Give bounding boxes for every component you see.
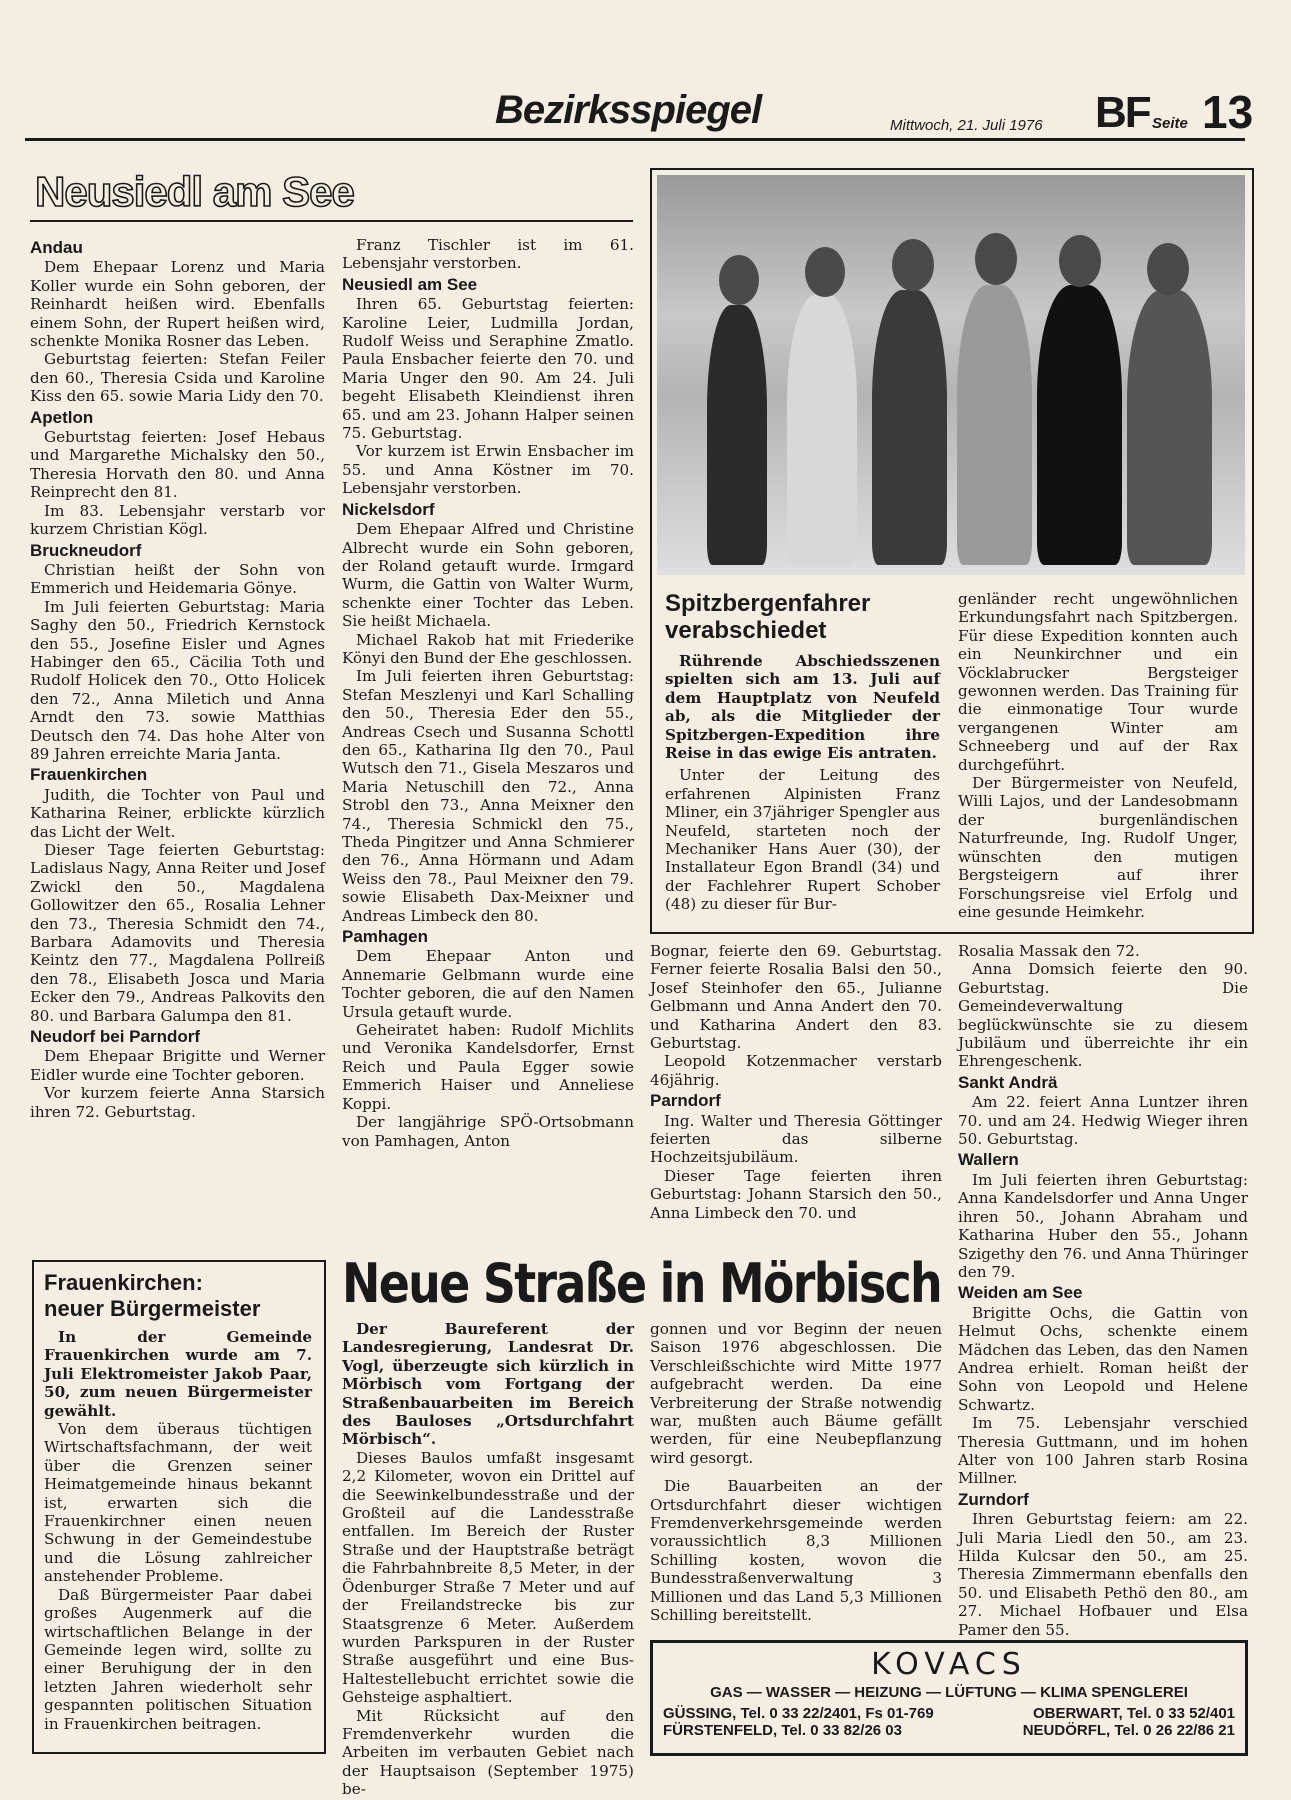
ad-guessing: GÜSSING, Tel. 0 33 22/2401, Fs 01-769 (663, 1705, 934, 1722)
paragraph: Rosalia Massak den 72. (958, 942, 1140, 960)
paragraph: Der langjährige SPÖ-Ortsobmann von Pamhagen, Anton (342, 1113, 634, 1150)
page-number: 13 (1202, 86, 1254, 138)
heading-weiden: Weiden am See (958, 1283, 1083, 1303)
heading-zurndorf: Zurndorf (958, 1489, 1029, 1509)
heading-parndorf: Parndorf (650, 1091, 721, 1111)
region-kicker: Neusiedl am See (35, 168, 354, 215)
sidebar-body (44, 1328, 312, 1733)
feature-headline: Spitzbergenfahrer verabschiedet (665, 590, 871, 644)
feature-col-b (958, 590, 1238, 921)
moerbisch-lead: Der Baureferent der Landesregierung, Landesrat Dr. Vogl, überzeugte sich kürzlich in Mörbisch vom Fortgang der Straßenbauarbeiten im Bereich des Bauloses „Ortsdurchfahrt Mörbisch“. (342, 1320, 634, 1449)
expedition-photo (657, 175, 1245, 575)
sidebar (44, 1270, 312, 1733)
heading-neudorf: Neudorf bei Parndorf (30, 1027, 201, 1047)
paragraph: Dieser Tage feierten ihren Geburtstag: Johann Starsich den 50., Anna Limbeck den 70. und (650, 1166, 942, 1222)
section-title: Bezirksspiegel (495, 88, 762, 132)
kovacs-ad (650, 1640, 1248, 1756)
paragraph: Bognar, feierte den 69. Geburtstag. Ferner feierte Rosalia Balsi den 50., Josef Steinhofer den 65., Julianne Gelbmann und Anna Andert den 70. und Katharina Andert den 83. Geburtstag. (650, 942, 942, 1053)
ad-company-name: KOVACS (871, 1647, 1027, 1682)
paragraph: Dem Ehepaar Anton und Annemarie Gelbmann wurde eine Tochter geboren, die auf den Namen Ursula getauft wurde. (342, 947, 634, 1021)
ad-trades: GAS — WASSER — HEIZUNG — LÜFTUNG — KLIMA SPENGLEREI (710, 1684, 1188, 1701)
column-4 (958, 942, 1248, 1639)
paragraph: Ihren 65. Geburtstag feierten: Karoline Leier, Ludmilla Jordan, Rudolf Weiss und Seraphine Zmatlo. Paula Ensbacher feierte den 70. und Maria Unger den 90. Am 24. Juli begeht Elisabeth Kleindienst ihren 65. und am 23. Johann Halper seinen 75. Geburtstag. (342, 295, 634, 443)
paragraph: Im Juli feierten Geburtstag: Maria Saghy den 50., Friedrich Kernstock den 55., Josefine Eisler und Agnes Habinger den 65., Cäcilia Toth und Rudolf Holicek den 70., Otto Holicek den 72., Anna Miletich und Anna Arndt den 73. sowie Matthias Deutsch den 74. Das hohe Alter von 89 Jahren erreichte Maria Janta. (30, 597, 325, 763)
paragraph: Leopold Kotzenmacher verstarb 46jährig. (650, 1052, 942, 1089)
column-3 (650, 942, 942, 1222)
heading-pamhagen: Pamhagen (342, 927, 428, 947)
paragraph: Franz Tischler ist im 61. Lebensjahr verstorben. (342, 236, 634, 273)
ad-neudoerfl: NEUDÖRFL, Tel. 0 26 22/86 21 (1022, 1722, 1235, 1739)
paragraph: Der Bürgermeister von Neufeld, Willi Lajos, und der Landesobmann der burgenländischen Naturfreunde, Ing. Rudolf Unger, wünschten den mutigen Bergsteigern auf ihrer Forschungsreise viel Erfolg und eine gesunde Heimkehr. (958, 774, 1238, 921)
paragraph: Mit Rücksicht auf den Fremdenverkehr wurden die Arbeiten im verbauten Gebiet nach der Hauptsaison (September 1975) be- (342, 1706, 634, 1799)
paragraph: Dieser Tage feierten Geburtstag: Ladislaus Nagy, Anna Reiter und Josef Zwickl den 50., Magdalena Gollowitzer den 65., Rosalia Lehner den 73., Theresia Schmidt den 74., Barbara Adamovits und Theresia Keintz den 77., Magdalena Pollreiß den 78., Elisabeth Josca und Maria Ecker den 79., Andreas Palkovits den 80. und Barbara Galumpa den 81. (30, 841, 325, 1025)
paragraph: Ihren Geburtstag feiern: am 22. Juli Maria Liedl den 50., am 23. Hilda Kulcsar den 50., am 25. Theresia Zimmermann ebenfalls den 50. und Elisabeth Pethö den 80., am 27. Michael Hofbauer und Elsa Pamer den 55. (958, 1510, 1248, 1639)
paragraph: Geheiratet haben: Rudolf Michlits und Veronika Kandelsdorfer, Ernst Reich und Paula Egger sowie Emmerich Haiser und Anneliese Koppi. (342, 1021, 634, 1113)
moerbisch-col-b (650, 1320, 942, 1625)
paragraph: Im 83. Lebensjahr verstarb vor kurzem Christian Kögl. (30, 501, 325, 539)
brand-logo: BF (1095, 88, 1150, 137)
moerbisch-col-a (342, 1320, 634, 1799)
column-2 (342, 236, 634, 1150)
paragraph: Geburtstag feierten: Stefan Feiler den 60., Theresia Csida und Karoline Kiss den 65. sowie Maria Lidy den 70. (30, 350, 325, 406)
sidebar-lead: In der Gemeinde Frauenkirchen wurde am 7. Juli Elektromeister Jakob Paar, 50, zum neuen Bürgermeister gewählt. (44, 1328, 312, 1420)
paragraph: gonnen und vor Beginn der neuen Saison 1976 abgeschlossen. Die Verschleißschichte wird Mitte 1977 aufgebracht werden. Da eine Verbreiterung der Straße notwendig war, mußten auch Bäume gefällt werden, für eine Neubepflanzung wird gesorgt. (650, 1320, 942, 1467)
heading-frauenkirchen: Frauenkirchen (30, 765, 148, 785)
paragraph: Dem Ehepaar Alfred und Christine Albrecht wurde ein Sohn geboren, der Roland getauft wurde. Irmgard Wurm, die Gattin von Walter Wurm, schenkte einer Tochter das Leben. Sie heißt Michaela. (342, 520, 634, 631)
heading-andau: Andau (30, 238, 83, 257)
heading-neusiedl: Neusiedl am See (342, 274, 478, 294)
paragraph: Dem Ehepaar Brigitte und Werner Eidler wurde eine Tochter geboren. (30, 1047, 325, 1084)
paragraph: Michael Rakob hat mit Friederike Könyi den Bund der Ehe geschlossen. (342, 630, 634, 667)
heading-wallern: Wallern (958, 1150, 1019, 1170)
paragraph: Vor kurzem ist Erwin Ensbacher im 55. und Anna Köstner im 70. Lebensjahr verstorben. (342, 442, 634, 498)
feature-lead: Rührende Abschiedsszenen spielten sich am 13. Juli auf dem Hauptplatz von Neufeld ab, als die Mitglieder der Spitzbergen-Expedition ihre Reise in das ewige Eis antraten. (665, 652, 940, 763)
paragraph: Christian heißt der Sohn von Emmerich und Heidemaria Gönye. (30, 560, 325, 598)
ad-row-1 (653, 1701, 1245, 1722)
paragraph: Dem Ehepaar Lorenz und Maria Koller wurde ein Sohn geboren, der Reinhardt heißen wird. Ebenfalls einem Sohn, der Rupert heißen wird, schenkte Monika Rosner das Leben. (30, 258, 325, 351)
issue-date: Mittwoch, 21. Juli 1976 (890, 117, 1043, 134)
paragraph: genländer recht ungewöhnlichen Erkundungsfahrt nach Spitzbergen. Für diese Expedition konnten auch ein Neunkirchner und ein Vöcklabrucker Bergsteiger gewonnen werden. Das Training für die einmonatige Tour wurde vergangenen Winter am Schneeberg und auf der Rax durchgeführt. (958, 590, 1238, 774)
paragraph: Daß Bürgermeister Paar dabei großes Augenmerk auf die wirtschaftlichen Belange in der Gemeinde legen wird, sollte zu einer Beruhigung der in den letzten Jahren wiederholt sehr gespannten politischen Situation in Frauenkirchen beitragen. (44, 1585, 312, 1733)
page-label: Seite (1152, 115, 1188, 132)
heading-bruckneudorf: Bruckneudorf (30, 540, 142, 560)
ad-row-2 (653, 1722, 1245, 1739)
header-rule (25, 138, 1245, 141)
paragraph: Im Juli feierten ihren Geburtstag: Stefan Meszlenyi und Karl Schalling den 50., Theresia Eder den 55., Andreas Csech und Susanna Schottl den 65., Katharina Ilg den 70., Paul Wutsch den 71., Gisela Meszaros und Maria Netuschill den 72., Anna Strobl den 73., Anna Meixner den 74., Theresia Schmickl den 75., Theda Pingitzer und Anna Schmierer den 76., Anna Hörmann und Adam Weiss den 78., Paul Meixner den 79. sowie Elisabeth Dax-Meixner und Andreas Limbeck den 80. (342, 667, 634, 925)
column-1 (30, 236, 325, 1121)
paragraph: Brigitte Ochs, die Gattin von Helmut Ochs, schenkte einem Mädchen das Leben, das den Namen Andrea erhielt. Roman heißt der Sohn von Leopold und Helene Schwartz. (958, 1303, 1248, 1414)
paragraph: Vor kurzem feierte Anna Starsich ihren 72. Geburtstag. (30, 1084, 325, 1121)
paragraph: Judith, die Tochter von Paul und Katharina Reiner, erblickte kürzlich das Licht der Welt. (30, 785, 325, 841)
feature-col-a (665, 652, 940, 914)
kicker-rule (30, 220, 633, 222)
sidebar-title-1: Frauenkirchen: (44, 1270, 203, 1295)
ad-fuerstenfeld: FÜRSTENFELD, Tel. 0 33 82/26 03 (663, 1722, 902, 1739)
paragraph: Dieses Baulos umfaßt insgesamt 2,2 Kilometer, wovon ein Drittel auf die Seewinkelbundesstraße und der Großteil auf die Landesstraße entfallen. Im Bereich der Ruster Straße und der Hauptstraße beträgt die Fahrbahnbreite 8,5 Meter, in der Ödenburger Straße 7 Meter und auf der Freilandstrecke bis zur Staatsgrenze 6 Meter. Außerdem wurden Parkspuren in der Ruster Straße ausgeführt und eine Bus-Haltestellebucht errichtet sowie die Gehsteige asphaltiert. (342, 1448, 634, 1707)
paragraph: Die Bauarbeiten an der Ortsdurchfahrt dieser wichtigen Fremdenverkehrsgemeinde werden voraussichtlich 8,3 Millionen Schilling kosten, wovon die Bundesstraßenverwaltung 3 Millionen und das Land 5,3 Millionen Schilling bereitstellt. (650, 1477, 942, 1625)
paragraph: Geburtstag feierten: Josef Hebaus und Margarethe Michalsky den 50., Theresia Horvath den 80. und Anna Reinprecht den 81. (30, 428, 325, 502)
paragraph: Anna Domsich feierte den 90. Geburtstag. Die Gemeindeverwaltung beglückwünschte sie zu diesem Jubiläum und überreichte ihr ein Ehrengeschenk. (958, 960, 1248, 1071)
moerbisch-headline: Neue Straße in Mörbisch (342, 1252, 941, 1315)
paragraph: Unter der Leitung des erfahrenen Alpinisten Franz Mliner, ein 37jähriger Spengler aus Neufeld, starteten noch der Mechaniker Hans Auer (30), der Installateur Egon Brandl (34) und der Fachlehrer Rupert Schober (48) zu dieser für Bur- (665, 766, 940, 914)
paragraph: Ing. Walter und Theresia Göttinger feierten das silberne Hochzeitsjubiläum. (650, 1111, 942, 1167)
heading-apetlon: Apetlon (30, 407, 94, 427)
paragraph: Im Juli feierten ihren Geburtstag: Anna Kandelsdorfer und Anna Unger ihren 50., Johann Abraham und Katharina Huber den 55., Johann Szigethy den 76. und Anna Thüringer den 79. (958, 1170, 1248, 1281)
heading-nickelsdorf: Nickelsdorf (342, 499, 435, 519)
paragraph: Im 75. Lebensjahr verschied Theresia Guttmann, und im hohen Alter von 100 Jahren starb Rosina Millner. (958, 1414, 1248, 1488)
sidebar-title-2: neuer Bürgermeister (44, 1296, 261, 1321)
paragraph: Von dem überaus tüchtigen Wirtschaftsfachmann, der weit über die Grenzen seiner Heimatgemeinde hinaus bekannt ist, erwarten sich die Frauenkirchner einen neuen Schwung in der Gemeindestube und die Lösung zahlreicher anstehender Probleme. (44, 1420, 312, 1586)
ad-oberwart: OBERWART, Tel. 0 33 52/401 (1032, 1705, 1235, 1722)
paragraph: Am 22. feiert Anna Luntzer ihren 70. und am 24. Hedwig Wieger ihren 50. Geburtstag. (958, 1093, 1248, 1149)
heading-sankt-andrae: Sankt Andrä (958, 1072, 1058, 1092)
